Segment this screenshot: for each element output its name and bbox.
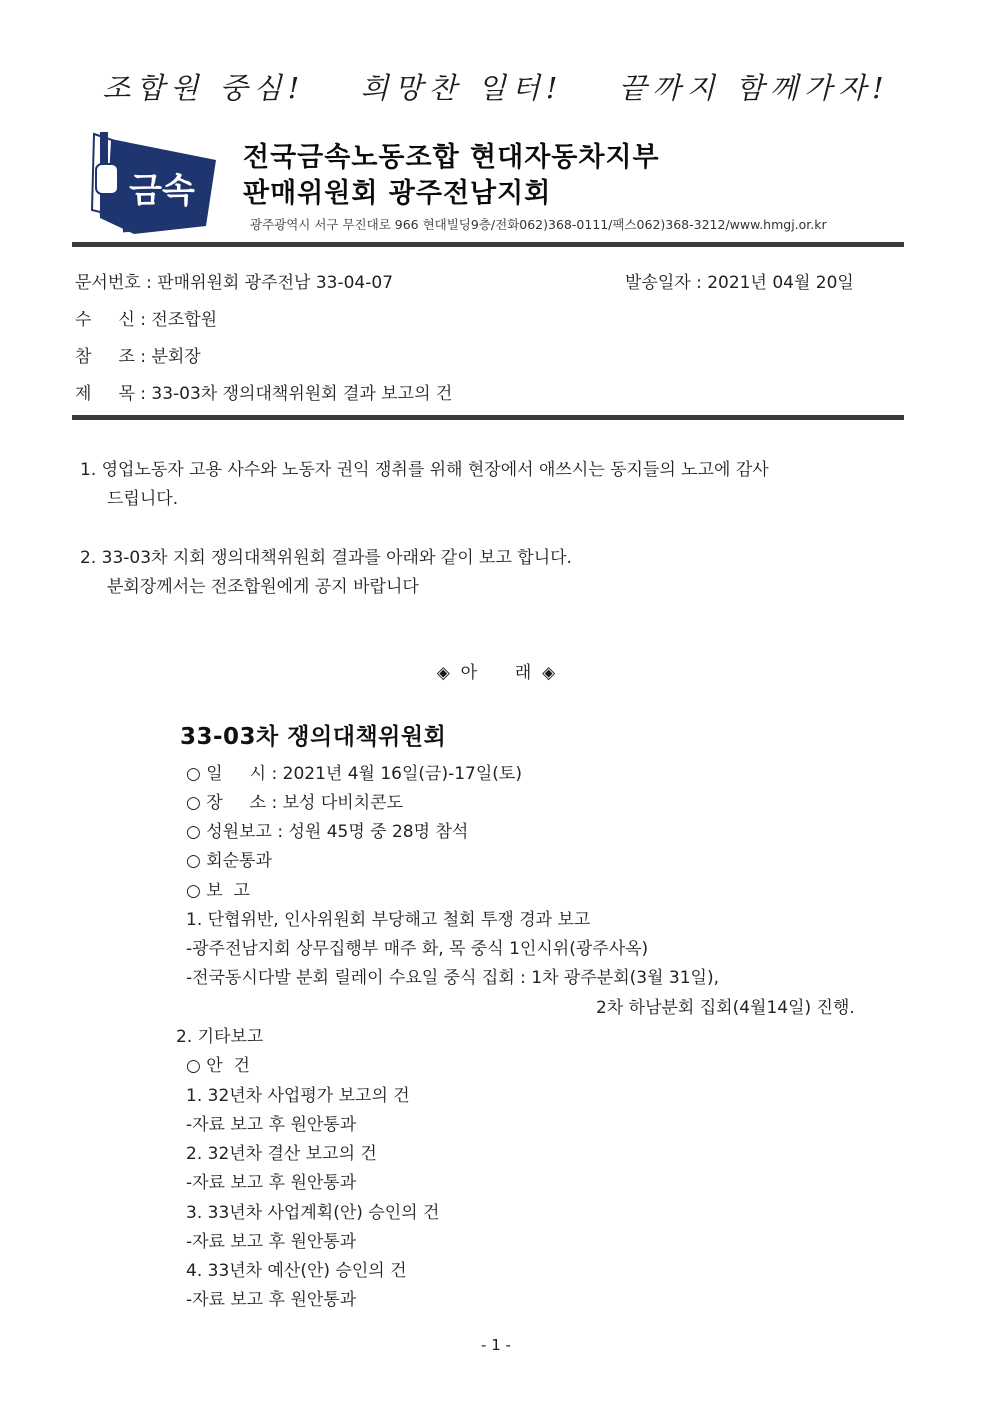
- line-quorum: ○ 성원보고 : 성원 45명 중 28명 참석: [186, 822, 469, 842]
- section-title: 33-03차 쟁의대책위원회: [180, 724, 447, 750]
- slogan-part-3: 끝까지 함께가자!: [618, 71, 890, 105]
- line-agenda-2-result: -자료 보고 후 원안통과: [186, 1173, 357, 1193]
- below-heading: ◈ 아 래 ◈: [436, 663, 556, 683]
- recipient-label: 수 신 :: [75, 310, 152, 330]
- subject-value: 33-03차 쟁의대책위원회 결과 보고의 건: [151, 384, 453, 404]
- paragraph-1-line-2: 드립니다.: [107, 489, 179, 509]
- meta-rule: [72, 415, 904, 420]
- recipient-value: 전조합원: [151, 310, 218, 330]
- sent-date-value: 2021년 04월 20일: [707, 273, 854, 293]
- reference: [75, 342, 201, 367]
- line-report-1: 1. 단협위반, 인사위원회 부당해고 철회 투쟁 경과 보고: [186, 910, 591, 930]
- line-report-1b-cont: 2차 하남분회 집회(4월14일) 진행.: [596, 998, 855, 1018]
- subject-label: 제 목 :: [75, 384, 152, 404]
- recipient: [75, 305, 217, 330]
- paragraph-2-line-2: 분회장께서는 전조합원에게 공지 바랍니다: [107, 577, 419, 597]
- logo-text: 금속: [129, 171, 195, 211]
- union-logo: [88, 130, 224, 240]
- org-name-line-2: 판매위원회 광주전남지회: [243, 178, 552, 209]
- line-report-1b: -전국동시다발 분회 릴레이 수요일 중식 집회 : 1차 광주분회(3월 31일),: [186, 968, 719, 988]
- doc-number: [75, 268, 393, 293]
- org-address: 광주광역시 서구 무진대로 966 현대빌딩9층/전화062)368-0111/팩스062)368-3212/www.hmgj.or.kr: [250, 217, 827, 232]
- reference-label: 참 조 :: [75, 347, 152, 367]
- page-number: - 1 -: [481, 1336, 511, 1354]
- line-agenda-pass: ○ 회순통과: [186, 851, 272, 871]
- slogan-part-2: 희망찬 일터!: [360, 71, 564, 105]
- paragraph-2-line-1: 2. 33-03차 지회 쟁의대책위원회 결과를 아래와 같이 보고 합니다.: [80, 548, 572, 568]
- line-report-heading: ○ 보 고: [186, 881, 250, 901]
- paragraph-1-line-1: 1. 영업노동자 고용 사수와 노동자 권익 쟁취를 위해 현장에서 애쓰시는 동지들의 노고에 감사: [80, 460, 769, 480]
- slogan-part-1: 조합원 중심!: [102, 71, 306, 105]
- sent-date-label: 발송일자 :: [625, 273, 708, 293]
- slogan: [0, 66, 992, 107]
- line-other-report: 2. 기타보고: [176, 1027, 264, 1047]
- line-report-1a: -광주전남지회 상무집행부 매주 화, 목 중식 1인시위(광주사옥): [186, 939, 649, 959]
- line-datetime: ○ 일 시 : 2021년 4월 16일(금)-17일(토): [186, 764, 522, 784]
- line-agenda-2: 2. 32년차 결산 보고의 건: [186, 1144, 377, 1164]
- doc-number-label: 문서번호 :: [75, 273, 158, 293]
- org-name-line-1: 전국금속노동조합 현대자동차지부: [243, 142, 660, 173]
- reference-value: 분회장: [151, 347, 201, 367]
- doc-number-value: 판매위원회 광주전남 33-04-07: [157, 273, 394, 293]
- line-place: ○ 장 소 : 보성 다비치콘도: [186, 793, 403, 813]
- line-agenda-4-result: -자료 보고 후 원안통과: [186, 1290, 357, 1310]
- line-agenda-heading: ○ 안 건: [186, 1056, 250, 1076]
- line-agenda-4: 4. 33년차 예산(안) 승인의 건: [186, 1261, 407, 1281]
- line-agenda-1: 1. 32년차 사업평가 보고의 건: [186, 1086, 410, 1106]
- subject: [75, 379, 452, 404]
- line-agenda-1-result: -자료 보고 후 원안통과: [186, 1115, 357, 1135]
- sent-date: [625, 268, 854, 293]
- line-agenda-3-result: -자료 보고 후 원안통과: [186, 1232, 357, 1252]
- line-agenda-3: 3. 33년차 사업계획(안) 승인의 건: [186, 1203, 440, 1223]
- header-rule: [72, 242, 904, 247]
